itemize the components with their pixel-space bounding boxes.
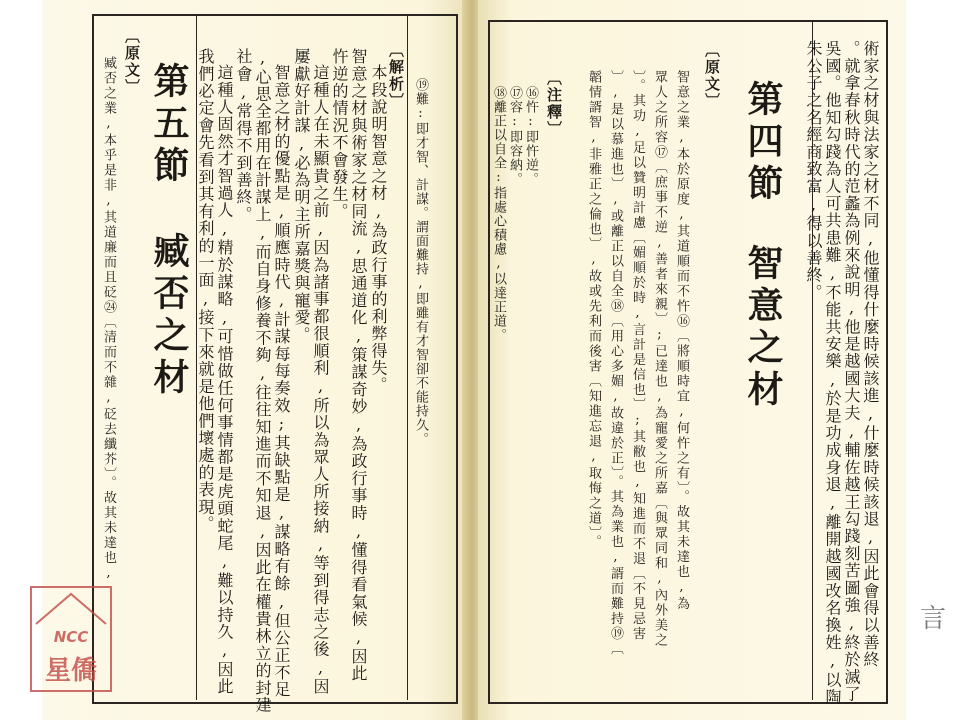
analysis-line-1: 本段說明智意之材,為政行事的利弊得失。: [369, 64, 388, 394]
ncc-watermark-stamp: [30, 586, 112, 692]
section-4-title: 第四節: [742, 80, 783, 206]
section-4-orig-line-4: 〕,是以慕進也〕,或離正以自全⑱〔用心多媚,故違於正〕。其為業也,諝而難持⑲〔: [608, 70, 623, 657]
analysis-label: 〔解析〕: [387, 42, 405, 110]
analysis-line-10: 我們必定會先看到其有利的一面,接下來就是他們壞處的表現。: [196, 48, 215, 533]
analysis-line-2: 智意之材與術家之材同流,思通道化,策謀奇妙,為政行事時,懂得看氣候,因此: [349, 48, 368, 683]
left-top-note: ⑲難:即才智、計謀。謂面難持,即雖有才智卻不能持久。: [413, 78, 428, 446]
section-5-orig-label: 〔原文〕: [123, 28, 141, 96]
section-4-name: 智意之材: [742, 244, 783, 412]
analysis-line-4: 這種人在未顯貴之前,因為諸事都很順利,所以為眾人所接納,等到得志之後,因: [311, 64, 330, 696]
analysis-line-9: 這種人固然才智過人,精於謀略,可惜做任何事情都是虎頭蛇尾,難以持久,因此: [215, 64, 234, 696]
edge-mark: 言: [920, 604, 947, 634]
section-4-orig-line-5: 韜情諝智,非雅正之倫也〕,故或先利而後害〔知進忘退,取悔之道〕。: [586, 70, 601, 550]
analysis-line-5: 屢獻好計謀,必為明主所嘉獎與寵愛。: [292, 48, 311, 344]
right-top-line-4: 朱公子之名經商致富,得以善終。: [804, 40, 823, 301]
note-18: ⑱離正以自全:指處心積慮,以達正道。: [491, 86, 506, 342]
analysis-line-6: 智意之材的優點是,順應時代,計謀每每奏效;其缺點是,謀略有餘,但公正不足: [272, 64, 291, 699]
analysis-line-7: ,心思全都用在計謀上,而自身修養不夠,往往知進而不知退,因此在權貴林立的封建: [253, 48, 272, 714]
section-5-title: 第五節: [148, 62, 189, 188]
stamp-chinese-text: 星僑: [44, 656, 97, 686]
section-4-orig-label: 〔原文〕: [703, 42, 721, 110]
stamp-roof-icon: [32, 588, 110, 628]
analysis-line-3: 忤逆的情況不會發生。: [330, 48, 349, 220]
section-4-orig-line-2: 眾人之所容⑰〔庶事不逆,善者來親〕;已達也,為寵愛之所嘉〔與眾同和,內外美之: [652, 70, 667, 648]
left-top-rule: [407, 14, 408, 700]
section-4-orig-line-1: 智意之業,本於原度,其道順而不忤⑯〔將順時宜,何忤之有〕。故其未達也,為: [674, 70, 689, 612]
right-top-line-3: 吳國。他知勾踐為人可共患難,不能共安樂,於是功成身退,離開越國改名換姓,以陶: [823, 40, 842, 706]
section-5-name: 臧否之材: [148, 232, 189, 400]
section-5-orig-line-1: 臧否之業,本乎是非,其道廉而且砭㉔〔清而不雜,砭去纖芥〕。故其未達也,: [101, 56, 116, 583]
right-top-line-2: 。就拿春秋時代的范蠡為例來說明,他是越國大夫,輔佐越王勾踐刻苦圖強,終於滅了: [842, 40, 861, 703]
note-16: ⑯忤:即忤逆。: [523, 86, 538, 186]
section-4-notes-label: 〔注釋〕: [545, 70, 563, 138]
right-top-line-1: 術家之材與法家之材不同,他懂得什麼時候該進,什麼時候該退,因此會得以善終: [861, 40, 880, 669]
note-17: ⑰容:即容納。: [507, 86, 522, 186]
analysis-line-8: 社會,常得不到善終。: [234, 48, 253, 223]
section-4-orig-line-3: 〕。其功,足以贊明計慮〔媚順於時,言計是信也〕;其敝也,知進而不退〔不見忌害: [630, 70, 645, 642]
stamp-latin-text: NCC: [53, 628, 89, 646]
